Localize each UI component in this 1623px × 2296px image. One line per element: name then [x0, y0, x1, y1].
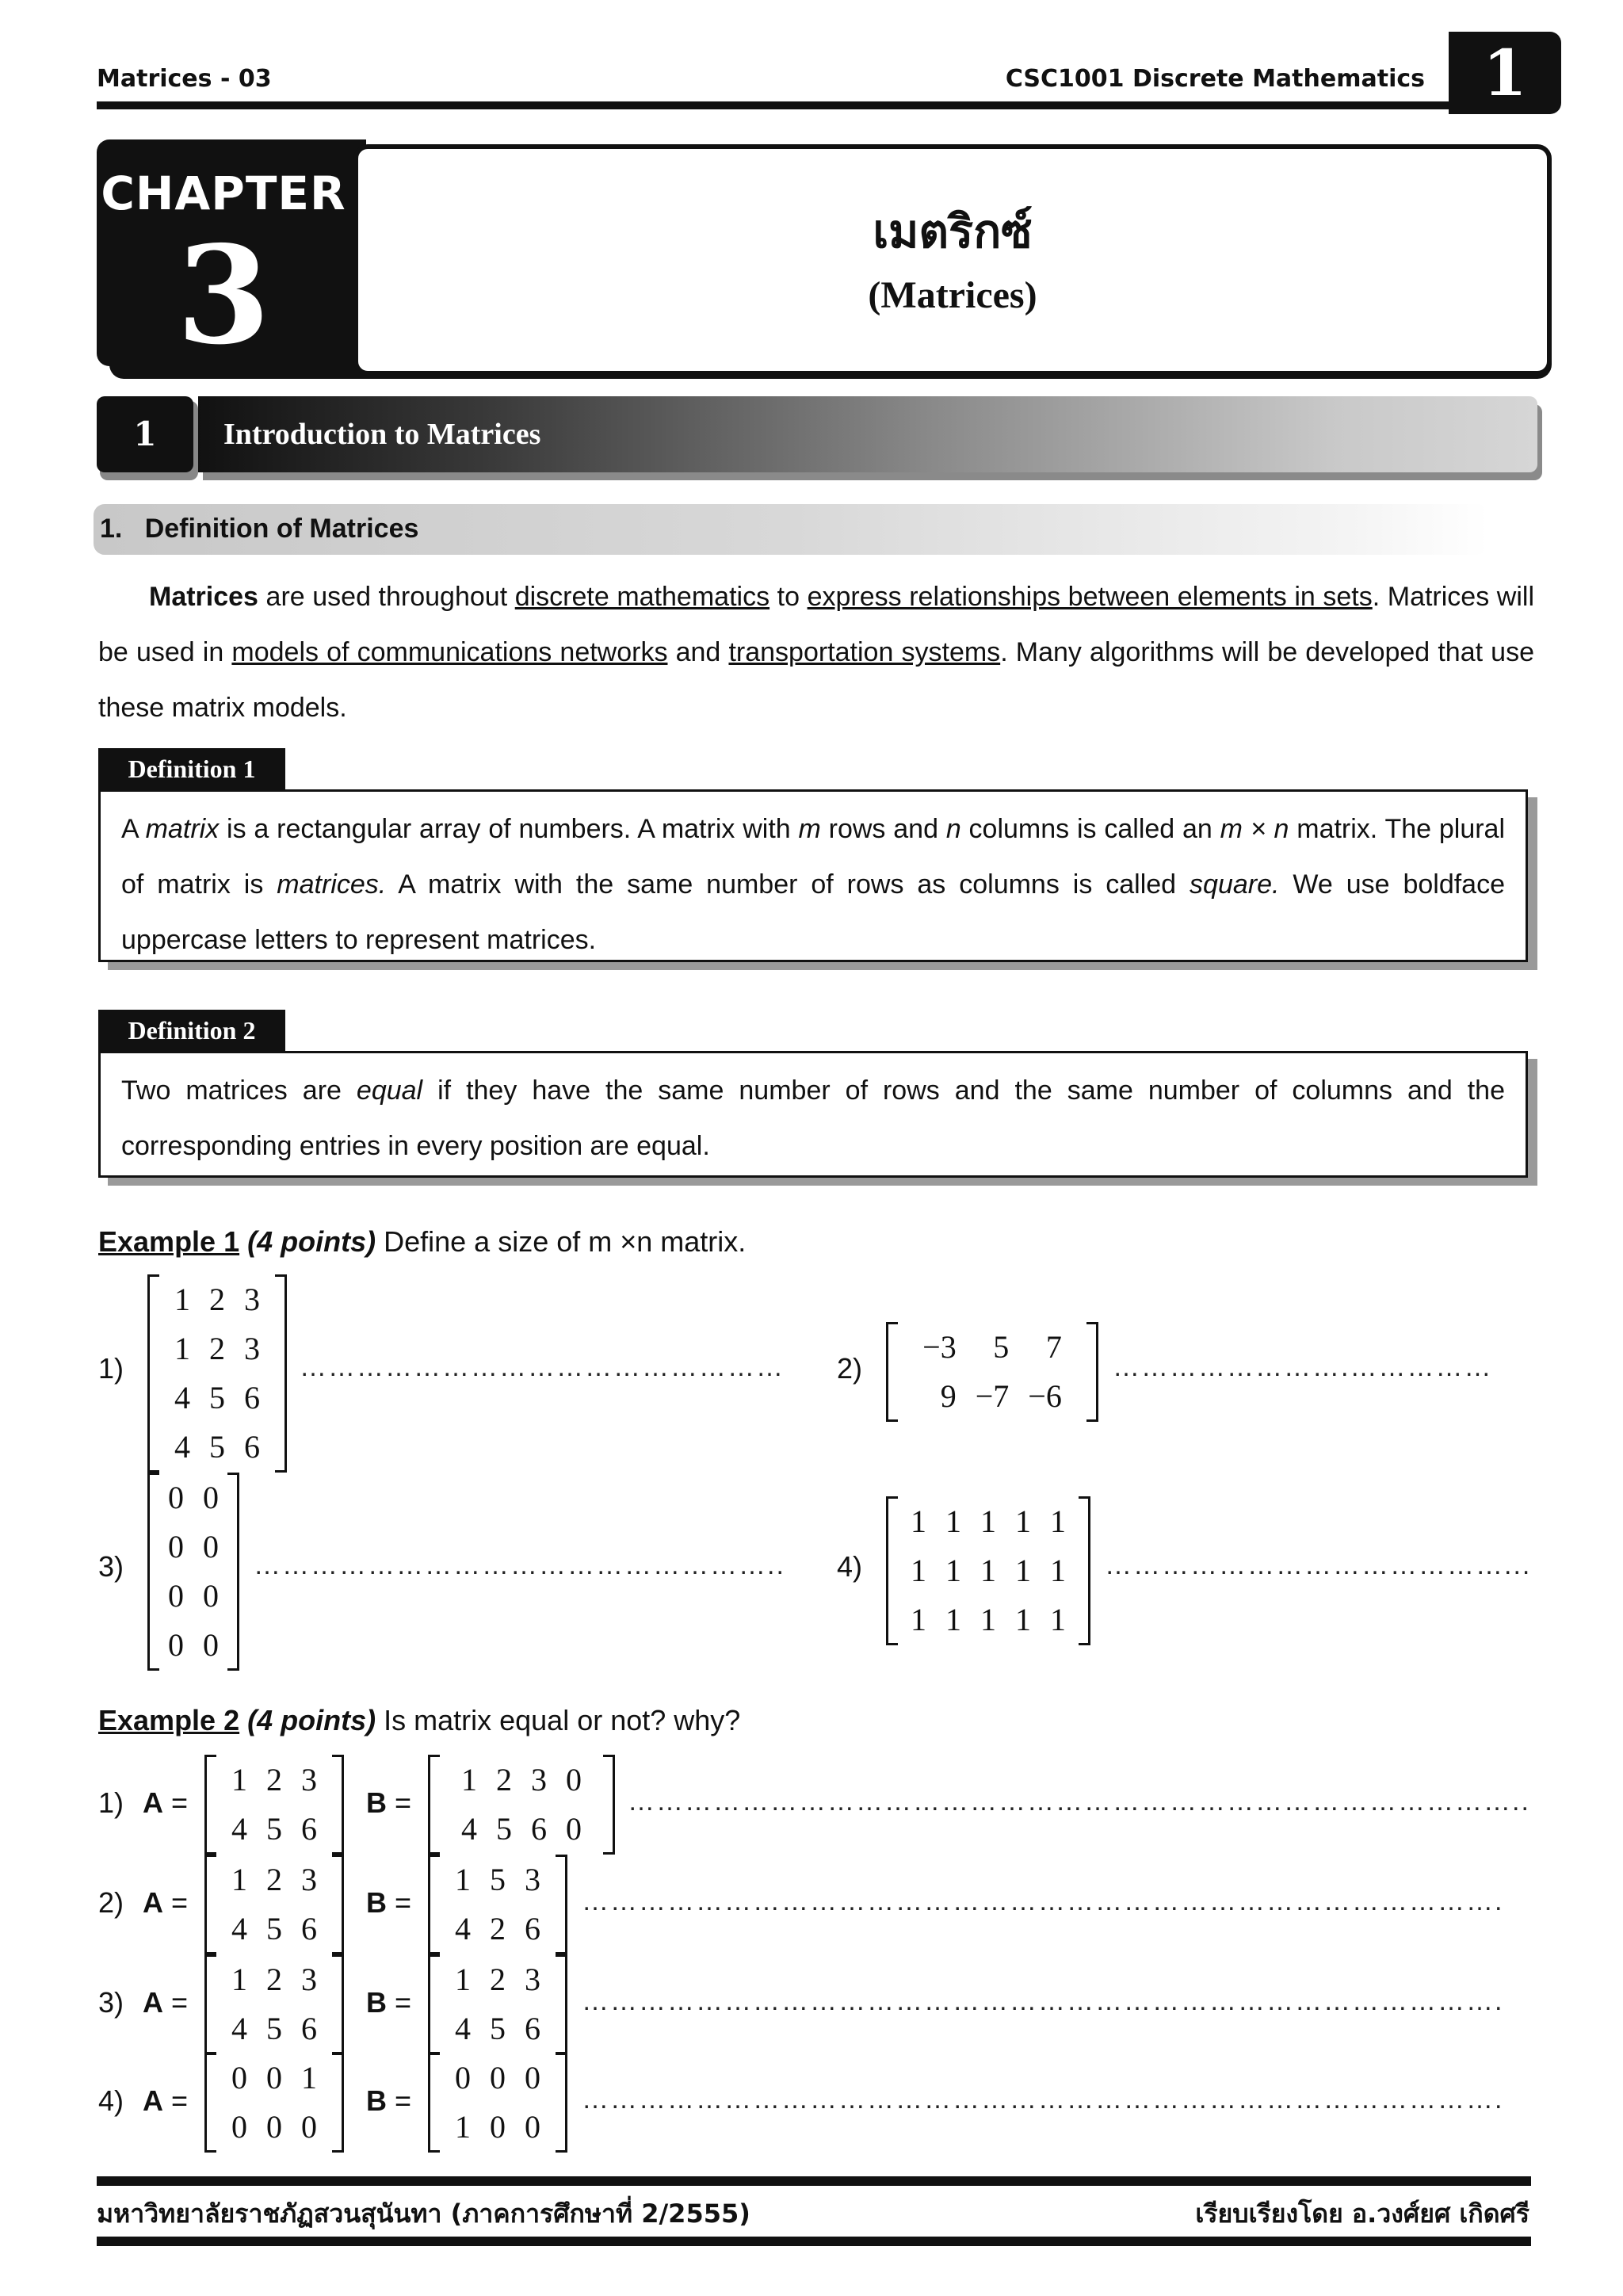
matrix-row	[445, 2103, 550, 2152]
matrix-entry: 1	[455, 1962, 471, 1997]
def1-term-matrix: matrix	[145, 814, 220, 844]
matrix-row	[445, 1955, 550, 2004]
ex2-item2-matrix-a	[204, 1855, 344, 1954]
matrix-entry: 2	[490, 1962, 506, 1997]
matrix-entry: 0	[566, 1762, 582, 1797]
matrix-entry: 2	[209, 1331, 225, 1366]
ex2-item3-b-eq	[366, 1986, 411, 2019]
equals-sign: =	[171, 1786, 189, 1819]
matrix-b-label: B	[366, 1986, 387, 2019]
matrix-row	[165, 1324, 269, 1373]
matrix-row	[222, 1855, 327, 1904]
matrix-entry: 6	[301, 2011, 317, 2046]
matrix-entry: 3	[301, 1862, 317, 1897]
intro-text: to	[769, 582, 808, 612]
matrix-entry: 0	[266, 2060, 282, 2095]
matrix-row	[445, 1904, 550, 1954]
matrix-entry: 4	[231, 1911, 247, 1946]
matrix-entry: 4	[461, 1811, 477, 1847]
example1-heading	[98, 1225, 746, 1259]
matrix-entry: 3	[525, 1862, 540, 1897]
matrix-row	[222, 2004, 327, 2053]
matrix-entry: 2	[496, 1762, 512, 1797]
matrix-entry: 1	[980, 1503, 996, 1539]
matrix-entry: 5	[266, 2011, 282, 2046]
intro-text: . Matrices will be used in	[98, 582, 1535, 667]
matrix-row	[445, 1855, 550, 1904]
matrix-entry: 2	[266, 1862, 282, 1897]
def1-term-matrices: matrices.	[277, 869, 387, 900]
matrix-entry: 0	[168, 1529, 184, 1564]
def1-var-n: n	[945, 814, 961, 844]
matrix-entry: 3	[244, 1282, 260, 1317]
intro-link-discrete: discrete mathematics	[514, 582, 770, 612]
ex2-item2-label: 2)	[98, 1886, 124, 1919]
matrix-entry: 5	[209, 1380, 225, 1415]
matrix-entry: 2	[490, 1911, 506, 1946]
def1-term-square: square.	[1190, 869, 1280, 900]
ex2-item2-a-eq	[143, 1886, 188, 1920]
matrix-row	[222, 1805, 327, 1854]
equals-sign: =	[395, 1786, 412, 1819]
ex2-item3-label: 3)	[98, 1986, 124, 2019]
matrix-entry: 1	[1015, 1503, 1031, 1539]
matrix-entry: 5	[490, 1862, 506, 1897]
matrix-grid	[452, 1755, 591, 1854]
matrix-entry: 5	[490, 2011, 506, 2046]
matrix-entry: 1	[455, 2109, 471, 2145]
definition2-box	[98, 1051, 1528, 1178]
matrix-entry: 0	[455, 2060, 471, 2095]
header-left: Matrices - 03	[97, 65, 272, 93]
intro-term: Matrices	[149, 582, 258, 612]
matrix-entry: 0	[490, 2109, 506, 2145]
matrix-entry: 4	[174, 1429, 190, 1465]
def1-text: matrix. The plural of matrix is	[121, 814, 1506, 900]
matrix-entry: 2	[266, 1962, 282, 1997]
example2-title: Example 2	[98, 1704, 240, 1736]
ex2-item1-answer-blank[interactable]: …………………………………………………………………………………..	[628, 1786, 1530, 1817]
example2-points: (4 points)	[247, 1704, 376, 1736]
def1-mxn: m × n	[1220, 814, 1289, 844]
matrix-entry: 0	[203, 1578, 219, 1614]
matrix-entry: 4	[174, 1380, 190, 1415]
ex1-item2-answer-blank[interactable]: …………………….……………	[1113, 1352, 1493, 1382]
ex2-item2-matrix-b	[428, 1855, 567, 1954]
matrix-entry: 0	[525, 2060, 540, 2095]
section-title: Introduction to Matrices	[198, 396, 1537, 472]
matrix-row	[452, 1805, 591, 1854]
ex2-item3-answer-blank[interactable]: …………………………………………………………………………………….	[582, 1986, 1504, 2016]
intro-text: . Many algorithms will be developed that use these matrix models.	[98, 637, 1534, 723]
matrix-a-label: A	[143, 2084, 163, 2117]
ex2-item1-label: 1)	[98, 1786, 124, 1819]
def1-text: A	[121, 814, 146, 844]
matrix-entry: 6	[525, 2011, 540, 2046]
header-rule	[97, 101, 1555, 109]
matrix-entry: 0	[168, 1578, 184, 1614]
intro-link-transport: transportation systems	[728, 637, 1001, 667]
matrix-entry: 0	[525, 2109, 540, 2145]
matrix-entry: 6	[301, 1911, 317, 1946]
matrix-entry: 4	[231, 1811, 247, 1847]
def2-text: if they have the same number of rows and the same number of columns and the corresponding entries in every position are equal.	[121, 1075, 1505, 1161]
ex1-item3-matrix	[147, 1473, 239, 1671]
def1-text: rows and	[820, 814, 946, 844]
subsection-title: 1. Definition of Matrices	[100, 514, 419, 544]
matrix-row	[158, 1522, 228, 1572]
matrix-grid	[158, 1473, 228, 1670]
matrix-entry: −3	[922, 1329, 957, 1365]
matrix-entry: 0	[301, 2109, 317, 2145]
ex1-item2-label: 2)	[837, 1352, 863, 1385]
def1-text: is a rectangular array of numbers. A matrix with	[219, 814, 799, 844]
equals-sign: =	[395, 1886, 412, 1919]
intro-link-networks: models of communications networks	[231, 637, 668, 667]
matrix-entry: 1	[1015, 1553, 1031, 1588]
matrix-entry: 0	[490, 2060, 506, 2095]
equals-sign: =	[171, 1886, 189, 1919]
ex1-item3-label: 3)	[98, 1550, 124, 1583]
ex1-item4-label: 4)	[837, 1550, 863, 1583]
example2-prompt: Is matrix equal or not? why?	[376, 1704, 741, 1736]
matrix-grid	[165, 1275, 269, 1472]
matrix-a-label: A	[143, 1786, 163, 1819]
ex2-item1-b-eq	[366, 1786, 411, 1820]
matrix-grid	[222, 1955, 327, 2053]
matrix-entry: 6	[525, 1911, 540, 1946]
matrix-entry: 3	[244, 1331, 260, 1366]
ex2-item2-answer-blank[interactable]: …………………………………………………………………………………….	[582, 1886, 1504, 1916]
matrix-entry: 1	[945, 1553, 961, 1588]
matrix-entry: 3	[525, 1962, 540, 1997]
matrix-grid	[222, 1855, 327, 1954]
matrix-grid	[445, 1855, 550, 1954]
matrix-entry: 1	[945, 1602, 961, 1637]
matrix-b-label: B	[366, 1786, 387, 1819]
matrix-row	[913, 1323, 1071, 1372]
matrix-entry: 5	[496, 1811, 512, 1847]
ex2-item4-answer-blank[interactable]: …………………………………………………………………………………….	[582, 2084, 1504, 2115]
matrix-entry: 1	[945, 1503, 961, 1539]
matrix-row	[222, 2053, 327, 2103]
def2-text: Two matrices are	[121, 1075, 357, 1106]
ex2-item4-matrix-a	[204, 2053, 344, 2153]
page-number: 1	[1449, 32, 1561, 114]
matrix-entry: 0	[266, 2109, 282, 2145]
matrix-row	[452, 1755, 591, 1805]
matrix-grid	[913, 1323, 1071, 1421]
matrix-entry: 1	[461, 1762, 477, 1797]
matrix-grid	[445, 2053, 550, 2152]
matrix-entry: 0	[203, 1627, 219, 1663]
matrix-row	[158, 1473, 228, 1522]
ex1-item1-answer-blank[interactable]: ……………………………………………	[300, 1352, 785, 1382]
ex2-item3-matrix-a	[204, 1954, 344, 2054]
example1-prompt: Define a size of m ×n matrix.	[376, 1225, 747, 1258]
matrix-entry: 1	[1050, 1602, 1066, 1637]
matrix-a-label: A	[143, 1986, 163, 2019]
matrix-entry: 0	[168, 1480, 184, 1515]
matrix-entry: 0	[231, 2109, 247, 2145]
matrix-entry: 1	[1050, 1553, 1066, 1588]
intro-link-relationships: express relationships between elements in sets	[807, 582, 1373, 612]
ex2-item3-matrix-b	[428, 1954, 567, 2054]
matrix-entry: 1	[231, 1762, 247, 1797]
matrix-entry: 4	[455, 2011, 471, 2046]
def1-text: We use boldface uppercase letters to represent matrices.	[121, 869, 1505, 955]
matrix-grid	[222, 2053, 327, 2152]
matrix-entry: 5	[209, 1429, 225, 1465]
matrix-entry: 3	[301, 1762, 317, 1797]
matrix-entry: 1	[1050, 1503, 1066, 1539]
matrix-entry: 1	[1015, 1602, 1031, 1637]
ex2-item1-matrix-a	[204, 1755, 344, 1855]
intro-text: and	[667, 637, 729, 667]
matrix-entry: −6	[1028, 1378, 1062, 1414]
matrix-entry: 6	[301, 1811, 317, 1847]
matrix-entry: −7	[975, 1378, 1010, 1414]
chapter-number: 3	[176, 216, 271, 375]
matrix-entry: 1	[911, 1602, 926, 1637]
matrix-entry: 5	[266, 1911, 282, 1946]
matrix-entry: 2	[209, 1282, 225, 1317]
chapter-title-en: (Matrices)	[868, 274, 1037, 316]
matrix-entry: 3	[301, 1962, 317, 1997]
matrix-b-label: B	[366, 1886, 387, 1919]
matrix-entry: 3	[531, 1762, 547, 1797]
ex1-item2-matrix	[886, 1322, 1098, 1422]
ex2-item4-a-eq	[143, 2084, 188, 2118]
footer-rule-bottom	[97, 2237, 1531, 2246]
matrix-entry: 5	[266, 1811, 282, 1847]
ex1-item4-matrix	[886, 1496, 1090, 1645]
ex1-item1-label: 1)	[98, 1352, 124, 1385]
def1-var-m: m	[798, 814, 821, 844]
matrix-entry: 0	[203, 1480, 219, 1515]
matrix-row	[222, 2103, 327, 2152]
equals-sign: =	[395, 2084, 412, 2117]
ex2-item2-b-eq	[366, 1886, 411, 1920]
matrix-row	[222, 1755, 327, 1805]
matrix-entry: 5	[993, 1329, 1010, 1365]
matrix-b-label: B	[366, 2084, 387, 2117]
def1-text: columns is called an	[960, 814, 1220, 844]
definition1-box	[98, 789, 1528, 962]
matrix-entry: 1	[911, 1503, 926, 1539]
matrix-row	[901, 1595, 1075, 1645]
matrix-grid	[222, 1755, 327, 1854]
def1-text: A matrix with the same number of rows as columns is called	[386, 869, 1190, 900]
matrix-entry: 6	[531, 1811, 547, 1847]
matrix-entry: 1	[231, 1962, 247, 1997]
ex1-item3-answer-blank[interactable]: ………………………………………………..	[254, 1550, 785, 1580]
matrix-entry: 1	[174, 1331, 190, 1366]
chapter-title-thai: เมตริกซ์	[873, 204, 1033, 258]
matrix-row	[913, 1372, 1071, 1421]
matrix-row	[165, 1373, 269, 1423]
matrix-grid	[901, 1497, 1075, 1645]
example1-points: (4 points)	[247, 1225, 376, 1258]
footer-university: มหาวิทยาลัยราชภัฏสวนสุนันทา (ภาคการศึกษาที่ 2/2555)	[97, 2199, 750, 2229]
matrix-entry: 7	[1045, 1329, 1062, 1365]
example1-title: Example 1	[98, 1225, 240, 1258]
matrix-entry: 6	[244, 1380, 260, 1415]
matrix-row	[901, 1546, 1075, 1595]
matrix-row	[445, 2053, 550, 2103]
matrix-grid	[445, 1955, 550, 2053]
matrix-entry: 9	[940, 1378, 957, 1414]
ex2-item1-a-eq	[143, 1786, 188, 1820]
matrix-row	[158, 1572, 228, 1621]
matrix-entry: 1	[455, 1862, 471, 1897]
matrix-row	[445, 2004, 550, 2053]
example2-heading	[98, 1704, 740, 1737]
matrix-entry: 0	[203, 1529, 219, 1564]
ex1-item1-matrix	[147, 1274, 287, 1473]
def2-term-equal: equal	[356, 1075, 423, 1106]
definition2-tab: Definition 2	[98, 1010, 285, 1051]
equals-sign: =	[171, 1986, 189, 2019]
ex2-item4-label: 4)	[98, 2084, 124, 2117]
definition1-tab: Definition 1	[98, 748, 285, 789]
matrix-a-label: A	[143, 1886, 163, 1919]
ex2-item3-a-eq	[143, 1986, 188, 2019]
chapter-word: CHAPTER	[101, 166, 346, 220]
matrix-row	[165, 1423, 269, 1472]
footer-author: เรียบเรียงโดย อ.วงศ์ยศ เกิดศรี	[1195, 2199, 1529, 2229]
matrix-entry: 4	[231, 2011, 247, 2046]
ex1-item4-answer-blank[interactable]: ……………………………………...	[1105, 1550, 1531, 1580]
ex2-item4-matrix-b	[428, 2053, 567, 2153]
matrix-entry: 1	[980, 1602, 996, 1637]
ex2-item4-b-eq	[366, 2084, 411, 2118]
matrix-entry: 6	[244, 1429, 260, 1465]
ex2-item1-matrix-b	[428, 1755, 615, 1855]
matrix-entry: 1	[231, 1862, 247, 1897]
intro-paragraph	[98, 569, 1534, 735]
matrix-row	[222, 1955, 327, 2004]
matrix-entry: 1	[301, 2060, 317, 2095]
matrix-entry: 1	[980, 1553, 996, 1588]
section-number: 1	[97, 396, 193, 472]
intro-text: are used throughout	[258, 582, 515, 612]
header-right: CSC1001 Discrete Mathematics	[1005, 65, 1425, 93]
matrix-entry: 0	[566, 1811, 582, 1847]
matrix-entry: 0	[231, 2060, 247, 2095]
equals-sign: =	[171, 2084, 189, 2117]
matrix-entry: 0	[168, 1627, 184, 1663]
matrix-row	[165, 1275, 269, 1324]
matrix-entry: 1	[911, 1553, 926, 1588]
matrix-entry: 1	[174, 1282, 190, 1317]
matrix-entry: 4	[455, 1911, 471, 1946]
equals-sign: =	[395, 1986, 412, 2019]
matrix-row	[158, 1621, 228, 1670]
matrix-row	[901, 1497, 1075, 1546]
footer-rule-top	[97, 2176, 1531, 2186]
matrix-entry: 2	[266, 1762, 282, 1797]
matrix-row	[222, 1904, 327, 1954]
